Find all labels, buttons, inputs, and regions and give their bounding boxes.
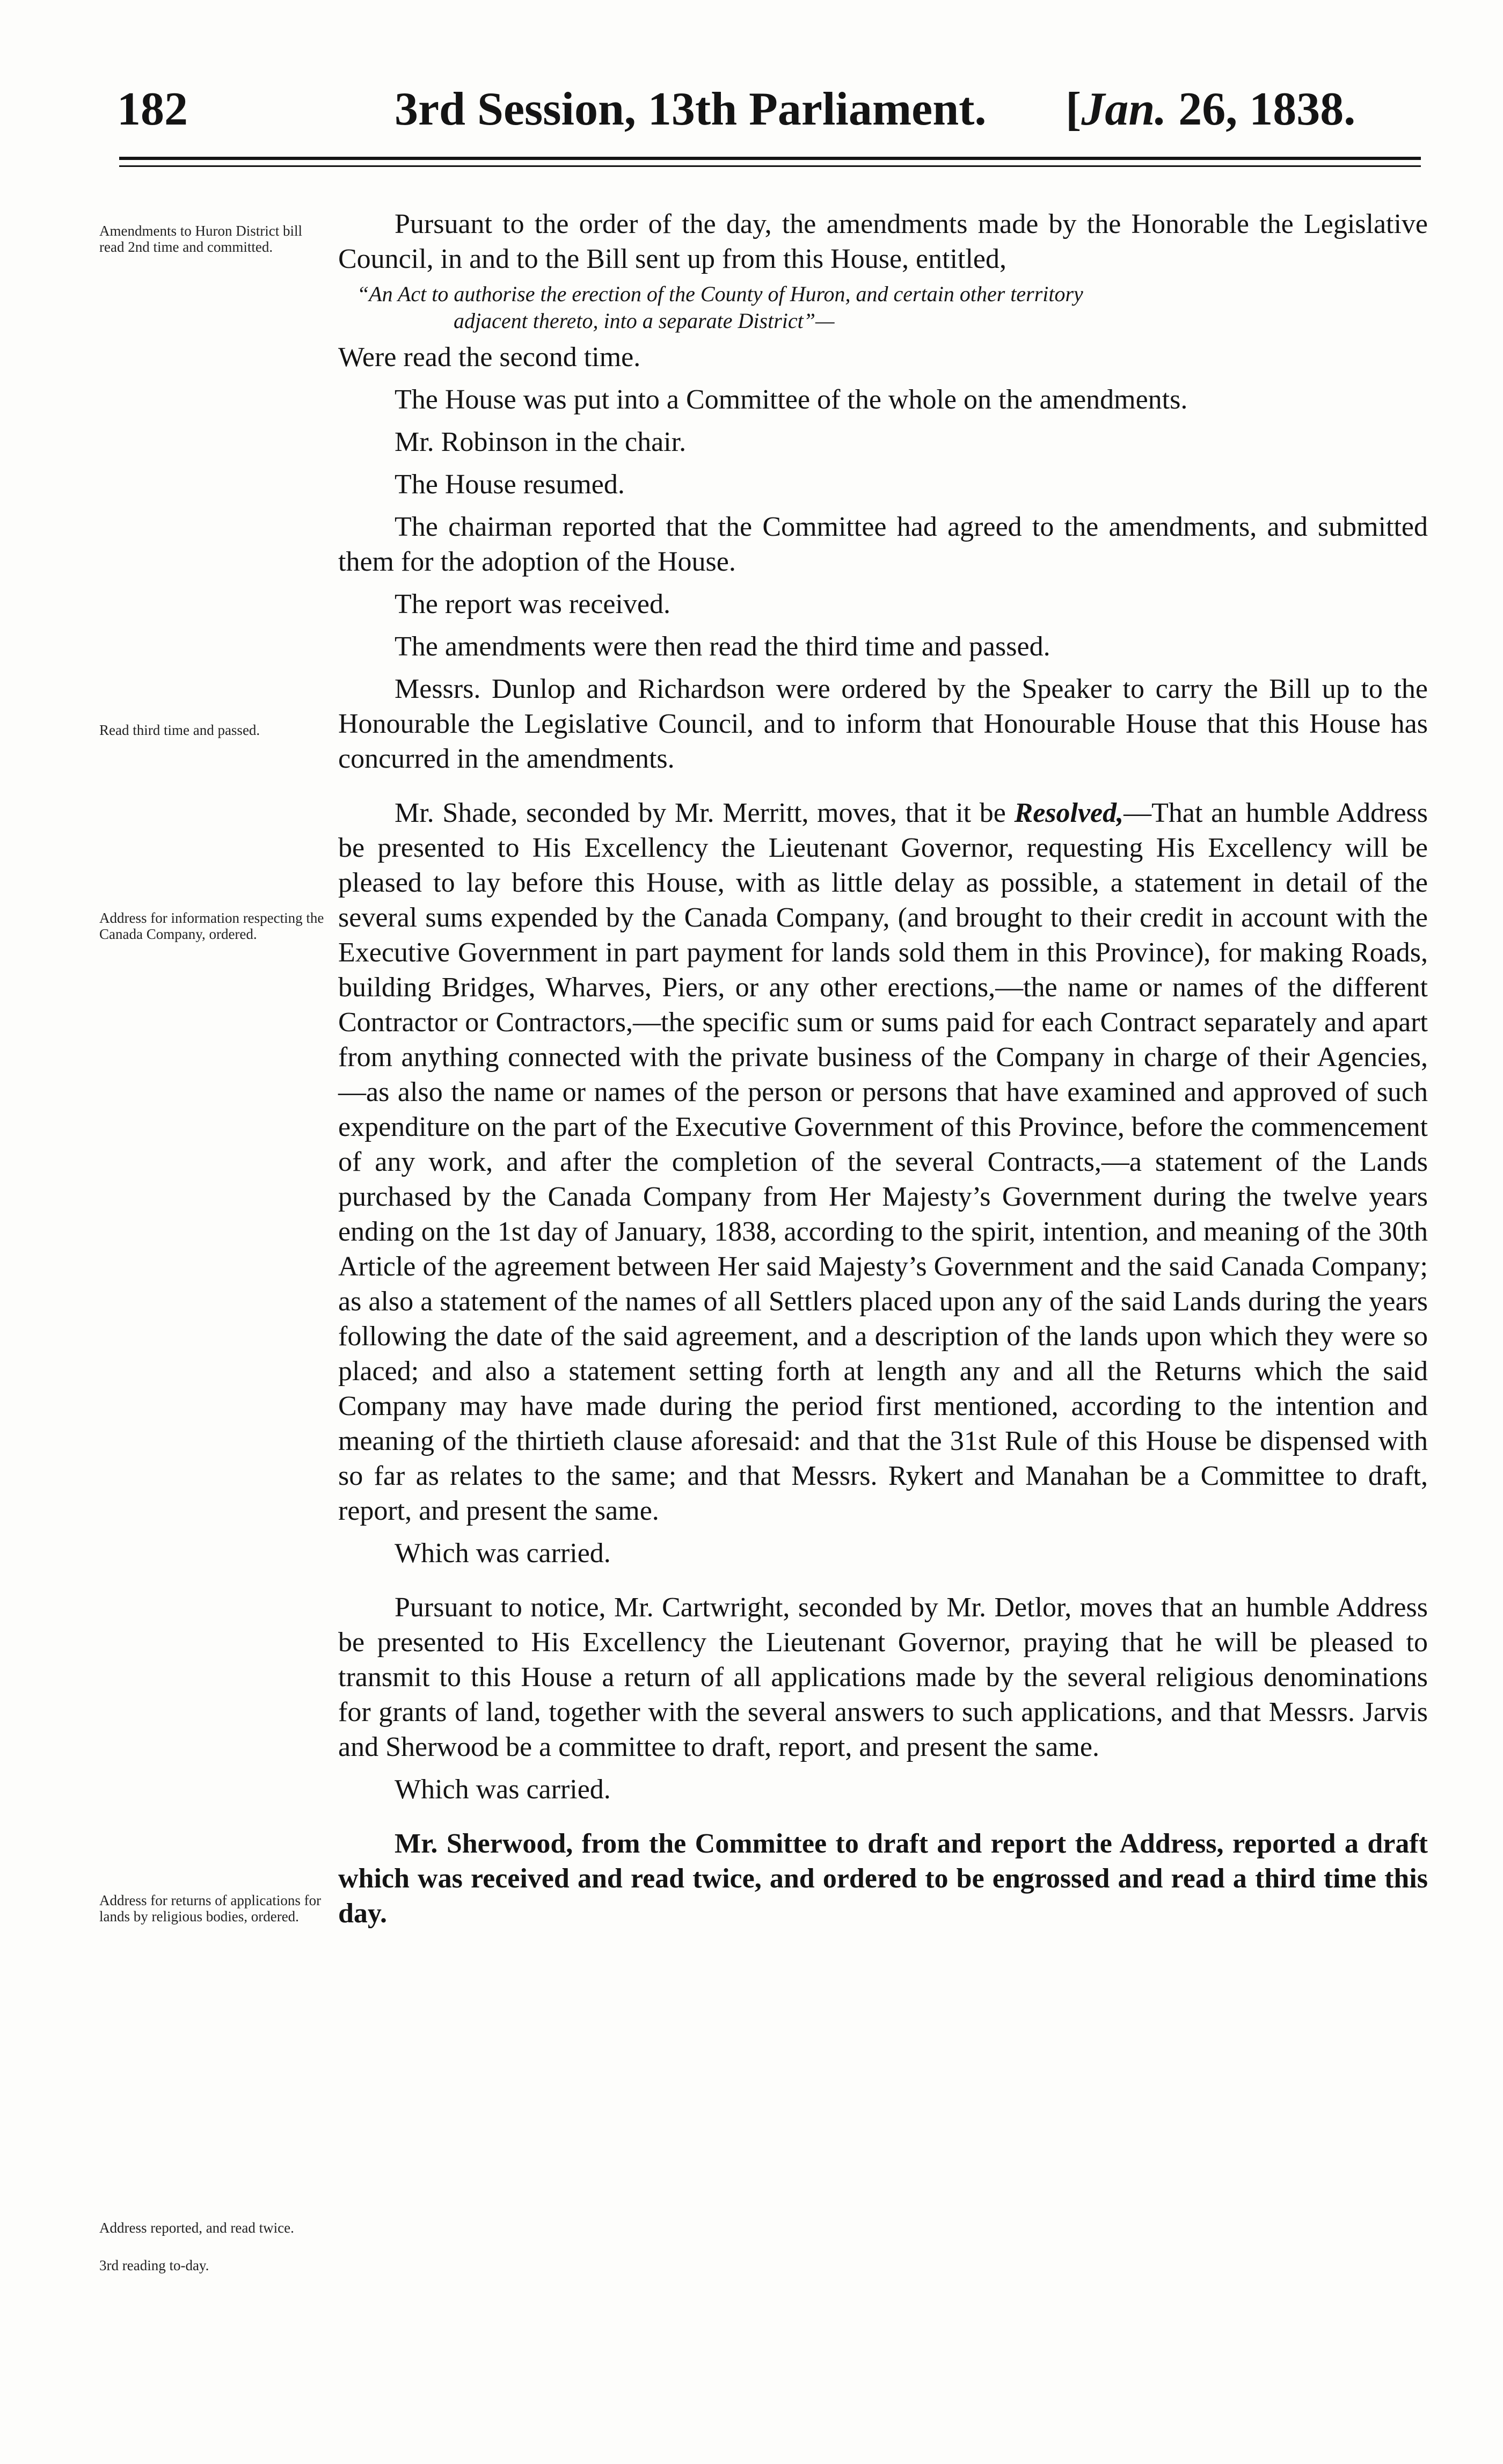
sidenote-canada-company: Address for information respecting the Canada Company, ordered. (99, 910, 324, 942)
date-month: Jan. (1081, 83, 1167, 135)
paragraph-chairman-reported: The chairman reported that the Committee had agreed to the amendments, and submitted them for the adoption of the House. (338, 512, 1428, 577)
running-title: 3rd Session, 13th Parliament. (395, 83, 987, 135)
bill-title (338, 281, 1428, 334)
shade-motion-start: Mr. Shade, seconded by Mr. Merritt, moves, that it be (395, 798, 1015, 828)
bill-title-line-2: adjacent thereto, into a separate District”— (454, 309, 835, 333)
shade-motion-rest: —That an humble Address be presented to His Excellency the Lieutenant Governor, requesting His Excellency will be pleased to lay before this House, with as little delay as possible, a statement in detail of the several sums expended by the Canada Company, (and brought to their credit in account with the Executive Government in part payment for lands sold them in this Province), for making Roads, building Bridges, Wharves, Piers, or any other erections,—the name or names of the different Contractor or Contractors,—the specific sum or sums paid for each Contract separately and apart from anything connected with the private business of the Company in charge of their Agencies,—as also the name or names of the person or persons that have examined and approved of such expenditure on the part of the Executive Government of this Province, before the commencement of any work, and after the completion of the several Contracts,—a statement of the Lands purchased by the Canada Company from Her Majesty’s Government during the twelve years ending on the 1st day of January, 1838, according to the spirit, intention, and meaning of the 30th Article of the agreement between Her said Majesty’s Government and the said Canada Company; as also a statement of the names of all Settlers placed upon any of the said Lands during the years following the date of the said agreement, and a description of the lands upon which they were so placed; and also a statement setting forth at length any and all the Returns which the said Company may have made during the period first mentioned, according to the intention and meaning of the thirtieth clause aforesaid: and that the 31st Rule of this House be dispensed with so far as relates to the same; and that Messrs. Rykert and Manahan be a Committee to draft, report, and present the same. (338, 798, 1428, 1526)
sidenote-amendments: Amendments to Huron District bill read 2nd time and committed. (99, 223, 302, 255)
paragraph-dunlop-richardson: Messrs. Dunlop and Richardson were ordered by the Speaker to carry the Bill up to the Honourable the Legislative Council, and to inform that Honourable House that this House has concurred in the amendments. (338, 674, 1428, 774)
paragraph-third-time-passed: The amendments were then read the third time and passed. (395, 631, 1050, 662)
paragraph-carried-2: Which was carried. (395, 1774, 611, 1805)
sidenote-third-reading: Read third time and passed. (99, 722, 260, 738)
sidenote-address-reported: Address reported, and read twice. (99, 2220, 294, 2236)
paragraph-huron-amendments: Pursuant to the order of the day, the amendments made by the Honorable the Legislative Council, in and to the Bill sent up from this House, entitled, (338, 209, 1428, 274)
paragraph-second-time: Were read the second time. (338, 342, 641, 373)
paragraph-shade-motion (338, 796, 1428, 1528)
paragraph-report-received: The report was received. (395, 589, 670, 619)
paragraph-cartwright-motion: Pursuant to notice, Mr. Cartwright, seconded by Mr. Detlor, moves that an humble Address be presented to His Excellency the Lieutenant Governor, praying that he will be pleased to transmit to this House a return of all applications made by the several religious denominations for grants of land, together with the several answers to such applications, and that Messrs. Jarvis and Sherwood be a committee to draft, report, and present the same. (338, 1592, 1428, 1762)
body-text (338, 207, 1428, 1931)
paragraph-carried-1: Which was carried. (395, 1538, 611, 1569)
header-rule-thin (119, 165, 1421, 167)
paragraph-sherwood-report: Mr. Sherwood, from the Committee to draft and report the Address, reported a draft which was received and read twice, and ordered to be engrossed and read a third time this day. (338, 1828, 1428, 1929)
page-number: 182 (117, 83, 188, 135)
page-header (0, 0, 1503, 199)
date-rest: 26, 1838. (1166, 83, 1356, 135)
paragraph-chair: Mr. Robinson in the chair. (395, 427, 687, 457)
paragraph-committee-whole: The House was put into a Committee of the whole on the amendments. (395, 384, 1188, 415)
sidenote-religious-bodies: Address for returns of applications for lands by religious bodies, ordered. (99, 1892, 322, 1924)
paragraph-resumed: The House resumed. (395, 469, 625, 500)
sidenote-third-reading-today: 3rd reading to-day. (99, 2257, 209, 2273)
header-rule-thick (119, 157, 1421, 160)
running-date (1066, 83, 1356, 135)
bill-title-line-1: “An Act to authorise the erection of the County of Huron, and certain other territory (357, 282, 1083, 306)
resolved-word: Resolved, (1014, 798, 1124, 828)
date-bracket: [ (1066, 83, 1082, 135)
